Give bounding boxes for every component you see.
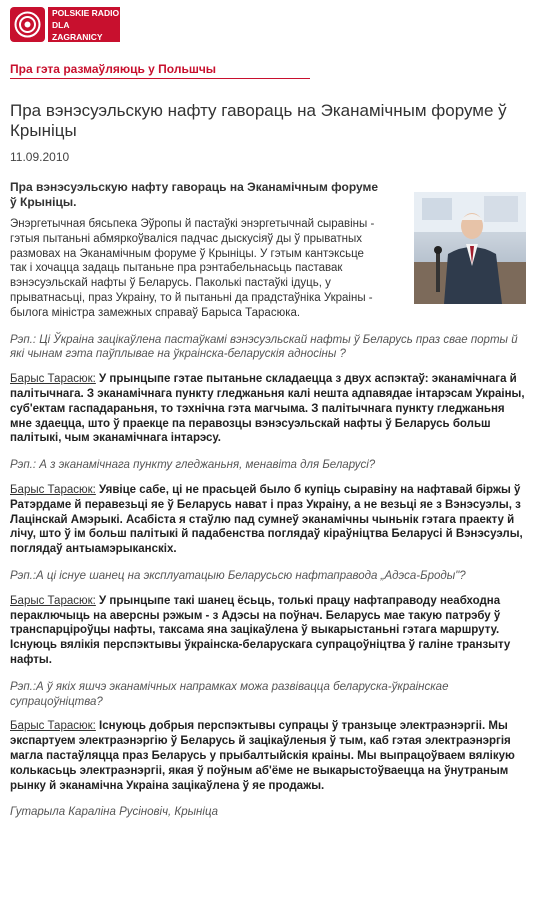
radio-waves-icon xyxy=(10,7,45,42)
answer-2 xyxy=(10,483,525,557)
speaker-link[interactable]: Барыс Тарасюк: xyxy=(10,720,96,733)
speaker-link[interactable]: Барыс Тарасюк: xyxy=(10,594,96,607)
article-date: 11.09.2010 xyxy=(10,150,70,164)
answer-4 xyxy=(10,719,525,793)
answer-3 xyxy=(10,594,525,668)
answer-text: У прынцыпе такі шанец ёсьць, толькі працу нафтаправоду неабходна пераключыць на аверсны рэжым - з Адэсы на поўнач. Беларусь мае такую патрэбу ў транспарціроўцы нафты, таксама яна зацікаўлена ў выкарыстаньні гэтага маршруту. Існуюць вялікія перспэктывы ўкраінска-беларускага супрацоўніцтва ў галіне транзыту нафты. xyxy=(10,594,511,666)
question-2: Рэп.: А з эканамічнага пункту гледжаньня, менавіта для Беларусі? xyxy=(10,459,376,472)
answer-text: У прынцыпе гэтае пытаньне складаецца з двух аспэктаў: эканамічнага й палітычнага. З эканамічнага пункту гледжаньня калі нешта адпавядае інтарэсам Украіны, суб'ектам гаспадараньня, то тэхнічна гэта магчыма. З палітычнага пункту гледжаньня мне здаецца, што ў праекце па перавозцы вэнэсуэльскай нафты ў Беларусь больш палітыкі, чым эканамічнага інтарэсу. xyxy=(10,373,525,445)
answer-1 xyxy=(10,372,525,446)
logo-line-2: DLA ZAGRANICY xyxy=(52,19,103,42)
article-intro: Энэргетычная бясьпека Эўропы й пастаўкі энэргетычнай сыравіны - гэтыя пытаньні абмяркоўваліся падчас дыскусіяў ды ў прыватных размовах на Эканамічным форуме ў Крыніцы. У гэтым кантэксьце так і хочацца задаць пытаньне пра рэнтабельнасьць паставак вэнэсуэльскай нафты ў Беларусь. Паколькі пастаўкі ідуць, у прыватнасьці, праз Украіну, то й пытаньні да прадстаўніка Украіны - былога міністра замежных справаў Барыса Тарасюка. xyxy=(10,218,375,319)
speaker-link[interactable]: Барыс Тарасюк: xyxy=(10,373,96,386)
answer-text: Уявіце сабе, ці не прасьцей было б купіць сыравіну на нафтавай біржы ў Ратэрдаме й перавезьці яе ў Беларусь нават і праз Украіну, а не везьці яе з Вэнэсуэлы, з Лацінскай Амэрыкі. Асабіста я стаўлю пад сумнеў эканамічны чыньнік гэтага праекту й лічу, што ў ім больш палітыкі й падабенства поглядаў кіраўніцтва Беларусі й Вэнэсуэлы, поглядаў антыамэрыканскіх. xyxy=(10,483,523,556)
question-4: Рэп.:А ў якіх яшчэ эканамічных напрамках можа развівацца беларуска-ўкраінскае супрацоўніцтва? xyxy=(10,680,449,708)
article-lead: Пра вэнэсуэльскую нафту гавораць на Эканамічным форуме ў Крыніцы. xyxy=(10,180,379,209)
answer-text: Існуюць добрыя перспэктывы супрацы ў транзыце электраэнэргіі. Мы экспартуем электраэнэргію ў Беларусь й зацікаўленыя ў тым, каб гэтая электраэнэргія магла пастаўляцца праз Беларусь у прыбалтыйскія краіны. Мы выпрацоўваем вялікую колькасьць электраэнэргіі, якая ў поўным аб'ёме не выкарыстоўваецца на ўнутраным рынку й эканамічна Украіна зацікаўлена ў яе продажы. xyxy=(10,720,515,792)
article-photo xyxy=(414,192,526,304)
question-3: Рэп.:А ці існуе шанец на эксплуатацыю Беларусьсю нафтаправода „Адэса-Броды"? xyxy=(10,569,466,582)
article-body xyxy=(10,180,525,820)
interview-section xyxy=(10,333,525,794)
polskie-radio-logo[interactable] xyxy=(10,7,120,42)
article-byline: Гутарыла Каралiна Русiновiч, Крыніца xyxy=(10,806,219,819)
article-title: Пра вэнэсуэльскую нафту гавораць на Эканамічным форуме ў Крыніцы xyxy=(10,101,507,140)
section-link[interactable]: Пра гэта размаўляюць у Польшчы xyxy=(10,62,217,76)
speaker-link[interactable]: Барыс Тарасюк: xyxy=(10,483,96,496)
speaker-photo-icon xyxy=(414,192,526,304)
section-divider xyxy=(10,78,310,79)
logo-line-1: POLSKIE RADIO xyxy=(52,7,120,18)
question-1: Рэп.: Ці Ўкраіна зацікаўлена пастаўкамі вэнэсуэльскай нафты ў Беларусь праз свае порты й які чынам гэта паўплывае на ўкраінска-беларускія адносіны ? xyxy=(10,333,518,361)
logo-wordmark xyxy=(48,7,120,42)
